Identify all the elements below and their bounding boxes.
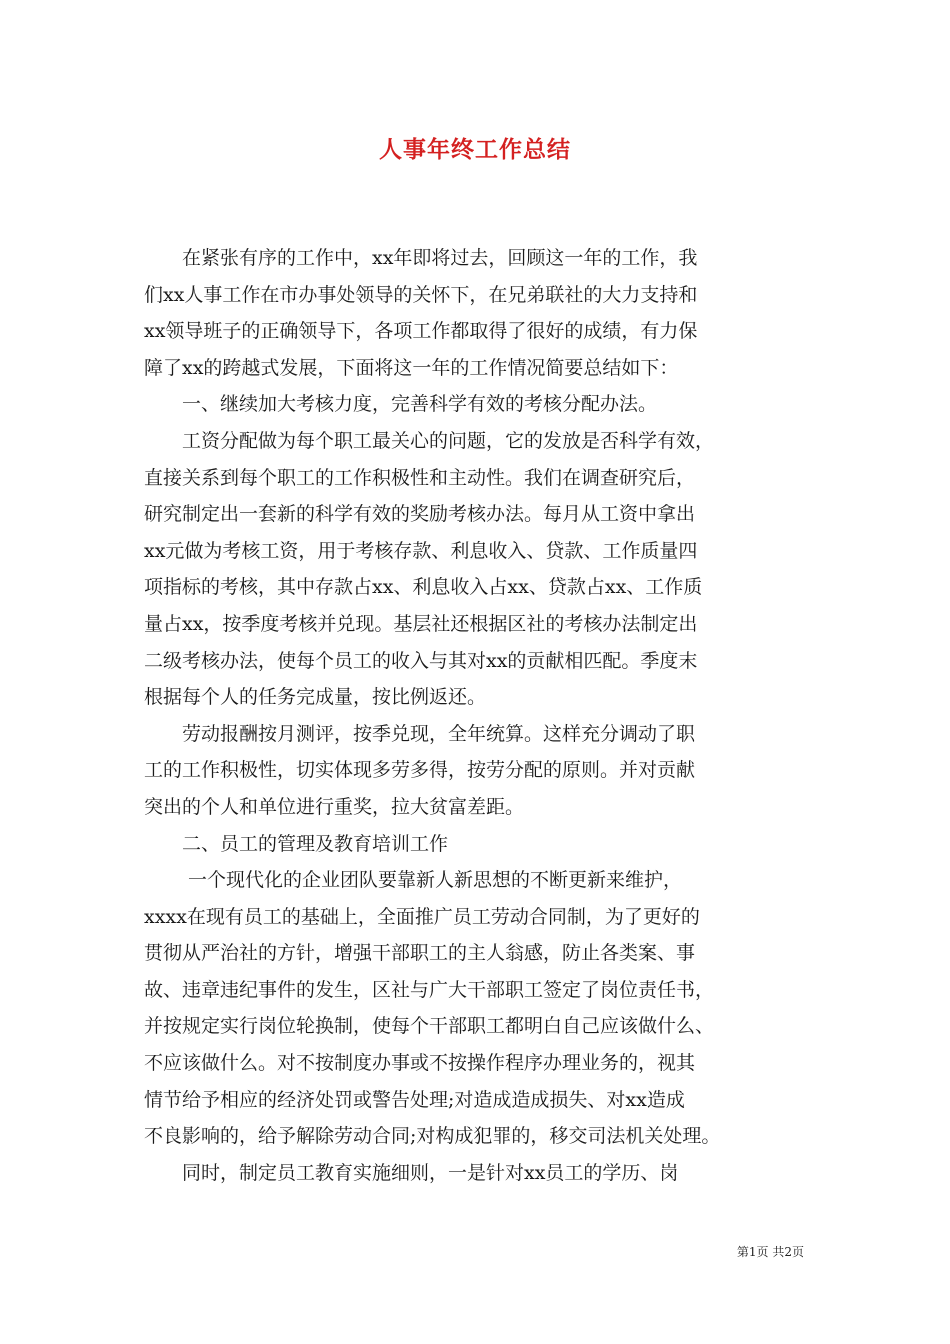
text-line: 同时，制定员工教育实施细则，一是针对xx员工的学历、岗 [144,1161,679,1184]
text-line: 们xx人事工作在市办事处领导的关怀下，在兄弟联社的大力支持和 [144,283,698,306]
text-line: xxxx在现有员工的基础上，全面推广员工劳动合同制，为了更好的 [144,905,700,928]
text-line: 量占xx，按季度考核并兑现。基层社还根据区社的考核办法制定出 [144,612,698,635]
text-line: 障了xx的跨越式发展，下面将这一年的工作情况简要总结如下： [144,356,679,379]
text-line: 不良影响的，给予解除劳动合同;对构成犯罪的，移交司法机关处理。 [144,1125,721,1148]
text-line: 一、继续加大考核力度，完善科学有效的考核分配办法。 [144,393,658,416]
page-footer: 第1页 共2页 [736,1245,804,1259]
page-title: 人事年终工作总结 [379,136,571,163]
text-line: 劳动报酬按月测评，按季兑现，全年统算。这样充分调动了职 [144,722,696,745]
text-line: 二级考核办法，使每个员工的收入与其对xx的贡献相匹配。季度末 [144,649,698,672]
text-line: 工的工作积极性，切实体现多劳多得，按劳分配的原则。并对贡献 [144,759,696,782]
text-line: 并按规定实行岗位轮换制，使每个干部职工都明白自己应该做什么、 [144,1015,715,1038]
text-line: 突出的个人和单位进行重奖，拉大贫富差距。 [144,795,525,818]
text-line: 贯彻从严治社的方针，增强干部职工的主人翁感，防止各类案、事 [144,942,696,965]
text-line: xx领导班子的正确领导下，各项工作都取得了很好的成绩，有力保 [144,320,698,343]
text-line: 项指标的考核，其中存款占xx、利息收入占xx、贷款占xx、工作质 [144,576,703,599]
text-line: 二、员工的管理及教育培训工作 [144,832,449,855]
text-line: 故、违章违纪事件的发生，区社与广大干部职工签定了岗位责任书， [144,978,715,1001]
text-line: 一个现代化的企业团队要靠新人新思想的不断更新来维护， [144,869,683,892]
text-line: 不应该做什么。对不按制度办事或不按操作程序办理业务的，视其 [144,1052,696,1075]
text-line: 工资分配做为每个职工最关心的问题，它的发放是否科学有效， [144,429,715,452]
text-line: 根据每个人的任务完成量，按比例返还。 [144,686,487,709]
text-line: 直接关系到每个职工的工作积极性和主动性。我们在调查研究后， [144,466,696,489]
text-line: 在紧张有序的工作中，xx年即将过去，回顾这一年的工作，我 [144,247,698,269]
text-line: 研究制定出一套新的科学有效的奖励考核办法。每月从工资中拿出 [144,503,696,526]
document-body [144,240,808,1191]
text-line: xx元做为考核工资，用于考核存款、利息收入、贷款、工作质量四 [144,539,698,562]
text-line: 情节给予相应的经济处罚或警告处理;对造成造成损失、对xx造成 [144,1088,685,1111]
